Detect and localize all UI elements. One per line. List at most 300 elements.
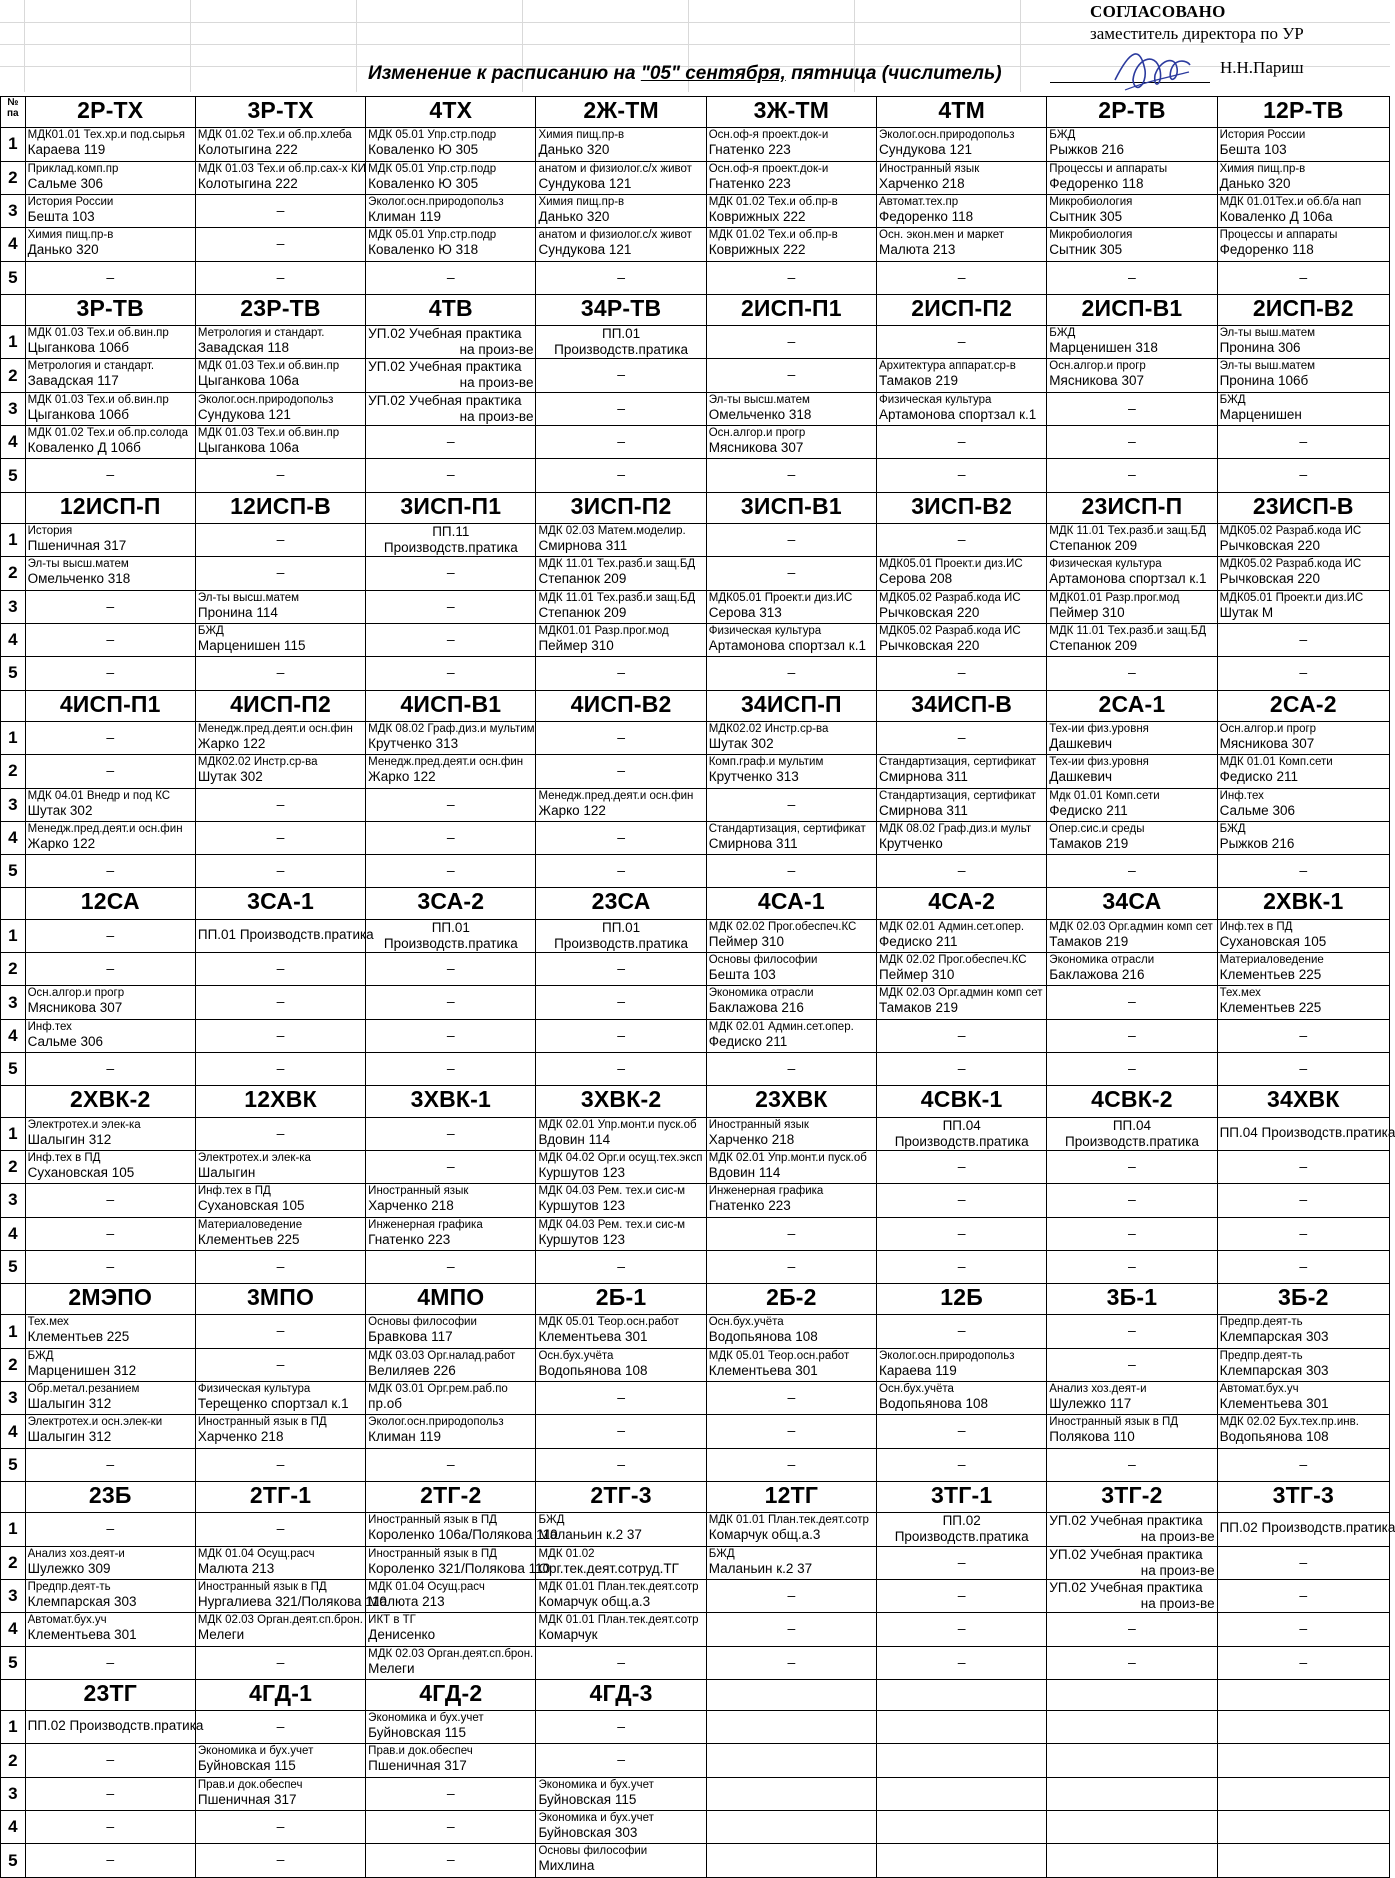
group-name: 2ТГ-2	[366, 1482, 536, 1513]
schedule-cell	[877, 1513, 1047, 1546]
teacher-room-text: Шутак 302	[197, 769, 263, 785]
empty-dash: –	[1299, 1026, 1308, 1043]
subject-text: Инф.тех	[1219, 789, 1264, 802]
empty-dash: –	[276, 664, 285, 681]
subject-text: ПП.11	[432, 524, 470, 540]
subject-text: Материаловедение	[197, 1218, 303, 1231]
subject-text: Тех-ии физ.уровня	[1049, 756, 1149, 769]
lesson-number: 3	[1, 392, 26, 425]
schedule-cell	[366, 855, 536, 888]
subject-text: МДК 01.02 Тех.и об.пр.солода	[27, 427, 189, 440]
empty-dash: –	[446, 664, 455, 681]
empty-dash: –	[787, 862, 796, 879]
empty-dash: –	[1299, 1653, 1308, 1670]
schedule-cell	[536, 1844, 706, 1878]
empty-dash: –	[446, 960, 455, 977]
lesson-row	[1, 788, 1390, 821]
teacher-room-text: Сухановская 105	[197, 1198, 305, 1214]
schedule-cell	[706, 1579, 876, 1612]
schedule-cell	[1217, 1546, 1389, 1579]
schedule-cell	[25, 755, 195, 788]
subject-text: МДК 11.01 Тех.разб.и защ.БД	[1049, 624, 1207, 637]
schedule-cell	[25, 392, 195, 425]
empty-dash: –	[957, 433, 966, 450]
subject-text: МДК 05.01 Упр.стр.подр	[368, 229, 497, 242]
subject-text: МДК 01.03 Тех.и об.вин.пр	[27, 393, 169, 406]
teacher-room-text: Вдовин 114	[708, 1164, 781, 1180]
lesson-row	[1, 821, 1390, 854]
schedule-cell	[195, 1052, 365, 1085]
subject-text: МДК 01.01 План.тек.деят.сотр	[538, 1580, 699, 1593]
schedule-cell	[536, 986, 706, 1019]
empty-dash: –	[1128, 1257, 1136, 1274]
schedule-cell	[536, 1117, 706, 1150]
teacher-room-text: пр.об	[368, 1396, 402, 1412]
teacher-room-text: Орг.тек.деят.сотруд.ТГ	[538, 1560, 679, 1576]
teacher-room-text: Коваленко Д 106б	[27, 440, 141, 456]
group-name: 34ИСП-П	[706, 690, 876, 721]
empty-dash: –	[617, 993, 625, 1010]
empty-dash: –	[617, 1257, 625, 1274]
schedule-cell	[877, 919, 1047, 952]
subject-text: Осн.бух.учёта	[879, 1383, 954, 1396]
schedule-cell	[1217, 1777, 1389, 1810]
empty-dash: –	[1299, 1157, 1308, 1174]
schedule-cell	[536, 657, 706, 690]
subject-text: БЖД	[538, 1514, 565, 1527]
teacher-room-text: Гнатенко 223	[708, 1198, 791, 1214]
empty-dash: –	[276, 960, 285, 977]
empty-dash: –	[276, 993, 285, 1010]
teacher-room-text: Смирнова 311	[879, 802, 968, 818]
schedule-cell	[706, 1744, 876, 1777]
schedule-cell	[536, 788, 706, 821]
lesson-row	[1, 392, 1390, 425]
schedule-cell	[877, 459, 1047, 492]
empty-dash: –	[787, 1224, 796, 1241]
document-title	[368, 63, 1002, 85]
schedule-cell	[195, 459, 365, 492]
teacher-room-text: Смирнова 311	[708, 835, 798, 851]
schedule-cell	[877, 261, 1047, 294]
lesson-number: 2	[1, 755, 26, 788]
empty-dash: –	[617, 1455, 625, 1472]
schedule-cell	[536, 1579, 706, 1612]
schedule-cell	[366, 459, 536, 492]
teacher-room-text: Цыганкова 106б	[27, 406, 129, 422]
group-name: 3ТГ-2	[1047, 1482, 1217, 1513]
teacher-room-text: Маланьин к.2 37	[538, 1527, 642, 1543]
subject-text: Основы философии	[368, 1316, 477, 1329]
schedule-cell	[1047, 821, 1217, 854]
teacher-room-text: Пеймер 310	[1049, 604, 1125, 620]
teacher-room-text: Сундукова 121	[538, 175, 632, 191]
schedule-cell	[195, 590, 365, 623]
schedule-cell	[1047, 590, 1217, 623]
empty-dash: –	[276, 1653, 285, 1670]
schedule-cell	[1217, 459, 1389, 492]
schedule-cell	[877, 1184, 1047, 1217]
lesson-row	[1, 1844, 1390, 1878]
subject-text: УП.02 Учебная практика	[368, 326, 522, 342]
schedule-cell	[1217, 326, 1389, 359]
teacher-room-text: Мясникова 307	[1049, 373, 1144, 389]
schedule-table	[0, 96, 1395, 1878]
subject-text: Автомат.бух.уч	[1219, 1383, 1299, 1396]
empty-dash: –	[957, 1322, 966, 1339]
subject-text: Автомат.бух.уч	[27, 1614, 107, 1627]
empty-dash: –	[276, 1026, 285, 1043]
subject-text: МДК01.01 Тех.хр.и под.сырья	[27, 129, 185, 142]
schedule-cell	[366, 1448, 536, 1481]
subject-text: МДК 02.01 Упр.монт.и пуск.об	[708, 1151, 867, 1164]
subject-text: МДК05.01 Проект.и диз.ИС	[879, 558, 1023, 571]
schedule-cell	[366, 919, 536, 952]
empty-dash: –	[1128, 1059, 1136, 1076]
schedule-cell	[706, 161, 876, 194]
group-name: 3ИСП-П1	[366, 492, 536, 523]
empty-dash: –	[106, 1224, 115, 1241]
empty-dash: –	[617, 862, 625, 879]
schedule-cell	[1217, 1315, 1389, 1348]
empty-dash: –	[617, 1653, 625, 1670]
empty-dash: –	[787, 1389, 796, 1406]
schedule-cell	[1047, 1579, 1217, 1612]
schedule-cell	[195, 919, 374, 952]
subject-text: Менедж.пред.деят.и осн.фин	[368, 756, 524, 769]
schedule-cell	[1217, 1250, 1389, 1283]
teacher-room-text: Омельченко 318	[708, 406, 812, 422]
lesson-number: 2	[1, 161, 26, 194]
schedule-cell	[195, 524, 365, 557]
subject-text: Анализ хоз.деят-и	[1049, 1383, 1147, 1396]
empty-dash: –	[276, 795, 285, 812]
empty-dash: –	[106, 597, 115, 614]
document-header	[0, 0, 1390, 96]
schedule-cell	[1047, 755, 1217, 788]
schedule-cell	[366, 788, 536, 821]
schedule-cell	[1047, 721, 1217, 754]
lesson-row	[1, 194, 1390, 227]
subject-text: МДК 05.01 Теор.осн.работ	[538, 1316, 679, 1329]
approval-name: Н.Н.Париш	[1220, 58, 1304, 77]
schedule-cell	[1047, 194, 1217, 227]
schedule-cell	[366, 590, 536, 623]
teacher-room-text: Пронина 306	[1219, 340, 1301, 356]
group-header-row	[1, 1482, 1390, 1513]
group-name: 4ИСП-П2	[195, 690, 365, 721]
subject-text: Основы философии	[538, 1845, 648, 1858]
teacher-room-text: Пронина 114	[197, 604, 278, 620]
lesson-row	[1, 953, 1390, 986]
schedule-cell	[877, 359, 1047, 392]
schedule-cell	[706, 228, 876, 261]
group-name: 3ТГ-1	[877, 1482, 1047, 1513]
empty-dash: –	[787, 1620, 796, 1637]
group-name: 3СА-1	[195, 888, 365, 919]
schedule-cell	[877, 1711, 1047, 1744]
empty-dash: –	[446, 630, 455, 647]
subject-text: УП.02 Учебная практика	[368, 359, 522, 375]
group-name: 4ИСП-П1	[25, 690, 195, 721]
teacher-room-text: Полякова 110	[1049, 1429, 1135, 1445]
schedule-cell	[706, 1184, 876, 1217]
subject-text: Прав.и док.обеспеч	[197, 1778, 303, 1791]
row-number-header	[1, 1482, 26, 1513]
schedule-cell	[1217, 590, 1389, 623]
subject-text: Электротех.и осн.элек-ки	[27, 1416, 163, 1429]
schedule-cell	[536, 1646, 706, 1679]
empty-dash: –	[617, 1751, 625, 1768]
schedule-cell	[1047, 228, 1217, 261]
subject-text: МДК 01.02 Тех.и об.пр-в	[708, 195, 838, 208]
empty-dash: –	[787, 1455, 796, 1472]
schedule-cell	[1047, 1052, 1217, 1085]
group-name: 34Р-ТВ	[536, 294, 706, 325]
schedule-cell	[1047, 1613, 1217, 1646]
lesson-row	[1, 855, 1390, 888]
schedule-cell	[706, 557, 876, 590]
schedule-cell	[366, 1117, 536, 1150]
teacher-room-text: Караева 119	[27, 142, 106, 158]
group-name	[1047, 1679, 1217, 1710]
teacher-room-text: Короленко 321/Полякова 110	[368, 1560, 551, 1576]
lesson-number: 5	[1, 1646, 26, 1679]
schedule-cell	[536, 1382, 706, 1415]
schedule-cell	[536, 953, 706, 986]
subject-text: БЖД	[1219, 822, 1246, 835]
teacher-room-text: Сухановская 105	[1219, 933, 1327, 949]
group-name: 3Р-ТХ	[195, 97, 365, 128]
lesson-row	[1, 326, 1390, 359]
subject-text: МДК 02.03 Орган.деят.сп.брон.	[368, 1647, 534, 1660]
empty-dash: –	[106, 762, 115, 779]
teacher-room-text: Завадская 118	[197, 340, 290, 356]
schedule-cell	[877, 721, 1047, 754]
schedule-cell	[195, 1382, 365, 1415]
subject-text: Экономика и бух.учет	[197, 1745, 314, 1758]
schedule-cell	[536, 721, 706, 754]
teacher-room-text: Тамаков 219	[879, 1000, 958, 1016]
empty-dash: –	[446, 1059, 455, 1076]
title-date: "05" сентября,	[640, 63, 786, 84]
teacher-room-text: Малюта 213	[197, 1560, 275, 1576]
group-name: 34ХВК	[1217, 1086, 1389, 1117]
subject-text: МДК 04.03 Рем. тех.и сис-м	[538, 1185, 686, 1198]
schedule-cell	[536, 855, 706, 888]
schedule-cell	[25, 1217, 195, 1250]
schedule-cell	[1047, 788, 1217, 821]
lesson-row	[1, 1513, 1390, 1546]
teacher-room-text: Рычковская 220	[1219, 571, 1320, 587]
lesson-number: 1	[1, 919, 26, 952]
subject-text: ПП.04	[1112, 1117, 1152, 1133]
schedule-cell	[1217, 1348, 1389, 1381]
row-number-header	[1, 888, 26, 919]
subject-text: Процессы и аппараты	[1219, 229, 1338, 242]
schedule-cell	[25, 1546, 195, 1579]
subject-text: МДК 01.03 Тех.и об.пр.сах-х КИ	[197, 162, 366, 175]
schedule-cell	[1217, 1448, 1389, 1481]
schedule-cell	[1047, 1546, 1217, 1579]
subject-text: МДК 11.01 Тех.разб.и защ.БД	[538, 558, 696, 571]
teacher-room-text: Колотыгина 222	[197, 142, 298, 158]
teacher-room-text: Производств.пратика	[383, 935, 518, 951]
schedule-cell	[366, 1217, 536, 1250]
teacher-room-text: Клементьев 225	[1219, 967, 1322, 983]
schedule-cell	[195, 1415, 365, 1448]
schedule-cell	[1217, 128, 1389, 161]
empty-dash: –	[1299, 664, 1308, 681]
teacher-room-text: Колотыгина 222	[197, 175, 298, 191]
subject-text: МДК 01.02	[538, 1547, 595, 1560]
schedule-cell	[25, 261, 195, 294]
empty-dash: –	[446, 1851, 455, 1868]
schedule-cell	[536, 326, 706, 359]
lesson-row	[1, 986, 1390, 1019]
schedule-cell	[366, 821, 536, 854]
teacher-room-text: Смирнова 311	[879, 769, 968, 785]
teacher-room-text: Мелеги	[197, 1627, 245, 1643]
schedule-cell	[706, 623, 876, 656]
approval-title: СОГЛАСОВАНО	[1090, 2, 1226, 21]
schedule-cell	[1047, 1415, 1217, 1448]
empty-dash: –	[106, 960, 115, 977]
lesson-number: 2	[1, 359, 26, 392]
group-name: 12ХВК	[195, 1086, 365, 1117]
subject-text: МДК 01.03 Тех.и об.вин.пр	[197, 427, 340, 440]
empty-dash: –	[276, 268, 285, 285]
schedule-cell	[366, 1811, 536, 1844]
teacher-room-text: Харченко 218	[197, 1429, 284, 1445]
empty-dash: –	[787, 531, 796, 548]
schedule-cell	[706, 392, 876, 425]
schedule-cell	[195, 1646, 365, 1679]
schedule-cell	[25, 1315, 195, 1348]
teacher-room-text: Клементьева 301	[1219, 1396, 1329, 1412]
subject-text: Стандартизация, сертификат	[879, 789, 1037, 802]
schedule-cell	[706, 1217, 876, 1250]
subject-text: Приклад.комп.пр	[27, 162, 119, 175]
group-header-row	[1, 1284, 1390, 1315]
schedule-cell	[366, 953, 536, 986]
empty-dash: –	[446, 597, 455, 614]
schedule-cell	[1217, 1117, 1395, 1150]
schedule-cell	[1217, 1150, 1389, 1183]
lesson-row	[1, 1579, 1390, 1612]
schedule-cell	[877, 1546, 1047, 1579]
teacher-room-text: Рычковская 220	[879, 637, 980, 653]
schedule-cell	[195, 1348, 365, 1381]
empty-dash: –	[1128, 466, 1136, 483]
teacher-room-text: Куршутов 123	[538, 1164, 625, 1180]
teacher-room-text: Федоренко 118	[879, 208, 974, 224]
schedule-cell	[877, 1646, 1047, 1679]
schedule-cell	[877, 1415, 1047, 1448]
empty-dash: –	[617, 960, 625, 977]
lesson-row	[1, 1448, 1390, 1481]
lesson-number: 5	[1, 855, 26, 888]
subject-text: Химия пищ.пр-в	[27, 229, 114, 242]
empty-dash: –	[1128, 1355, 1136, 1372]
schedule-cell	[706, 1613, 876, 1646]
empty-dash: –	[276, 201, 285, 218]
schedule-cell	[195, 392, 365, 425]
schedule-cell	[1217, 1052, 1389, 1085]
schedule-cell	[1047, 1646, 1217, 1679]
schedule-cell	[195, 359, 365, 392]
subject-text: Осн.оф-я проект.док-и	[708, 162, 829, 175]
schedule-cell	[25, 524, 195, 557]
subject-text: МДК01.01 Разр.прог.мод	[1049, 591, 1180, 604]
group-name	[877, 1679, 1047, 1710]
empty-dash: –	[617, 728, 625, 745]
schedule-cell	[536, 623, 706, 656]
empty-dash: –	[617, 1422, 625, 1439]
schedule-cell	[706, 1250, 876, 1283]
subject-text: Физическая культура	[879, 393, 992, 406]
empty-dash: –	[617, 466, 625, 483]
teacher-room-text: Жарко 122	[368, 769, 436, 785]
group-name: 2ИСП-П1	[706, 294, 876, 325]
schedule-cell	[1047, 986, 1217, 1019]
group-name: 4ТХ	[366, 97, 536, 128]
schedule-cell	[1047, 1744, 1217, 1777]
schedule-cell	[706, 1315, 876, 1348]
lesson-number: 5	[1, 459, 26, 492]
subject-text: МДК 01.03 Тех.и об.вин.пр	[27, 327, 169, 340]
empty-dash: –	[276, 1851, 285, 1868]
schedule-cell	[1047, 459, 1217, 492]
teacher-room-text: Мясникова 307	[27, 1000, 123, 1016]
lesson-number: 1	[1, 1513, 26, 1546]
schedule-cell	[1217, 953, 1389, 986]
empty-dash: –	[1128, 1322, 1136, 1339]
schedule-cell	[706, 1448, 876, 1481]
group-name: 4МПО	[366, 1284, 536, 1315]
lesson-row	[1, 1217, 1390, 1250]
subject-text: МДК 02.01 Упр.монт.и пуск.об	[538, 1118, 697, 1131]
schedule-cell	[1047, 1250, 1217, 1283]
schedule-cell	[1217, 1217, 1389, 1250]
lesson-row	[1, 1744, 1390, 1777]
lesson-number: 3	[1, 1382, 26, 1415]
empty-dash: –	[1128, 1157, 1136, 1174]
subject-text: Осн. экон.мен и маркет	[879, 229, 1005, 242]
teacher-room-text: Куршутов 123	[538, 1231, 625, 1247]
schedule-cell	[536, 919, 706, 952]
subject-text: Микробиология	[1049, 195, 1133, 208]
group-name: 3СА-2	[366, 888, 536, 919]
teacher-room-text: Жарко 122	[27, 835, 96, 851]
teacher-room-text: Шутак 302	[708, 735, 774, 751]
subject-text: Предпр.деят-ть	[27, 1580, 111, 1593]
subject-text: История	[27, 525, 73, 538]
subject-text: ИКТ в ТГ	[368, 1614, 416, 1627]
teacher-room-text: на произ-ве	[459, 408, 534, 424]
schedule-cell	[25, 1250, 195, 1283]
schedule-cell	[1217, 855, 1389, 888]
title-prefix: Изменение к расписанию на	[368, 63, 636, 84]
group-name: 3Б-2	[1217, 1284, 1389, 1315]
empty-dash: –	[276, 1818, 285, 1835]
schedule-cell	[195, 1513, 365, 1546]
lesson-row	[1, 524, 1390, 557]
group-name: 4СВК-2	[1047, 1086, 1217, 1117]
schedule-cell	[536, 261, 706, 294]
empty-dash: –	[617, 828, 625, 845]
teacher-room-text: Коваленко Ю 318	[368, 242, 479, 258]
